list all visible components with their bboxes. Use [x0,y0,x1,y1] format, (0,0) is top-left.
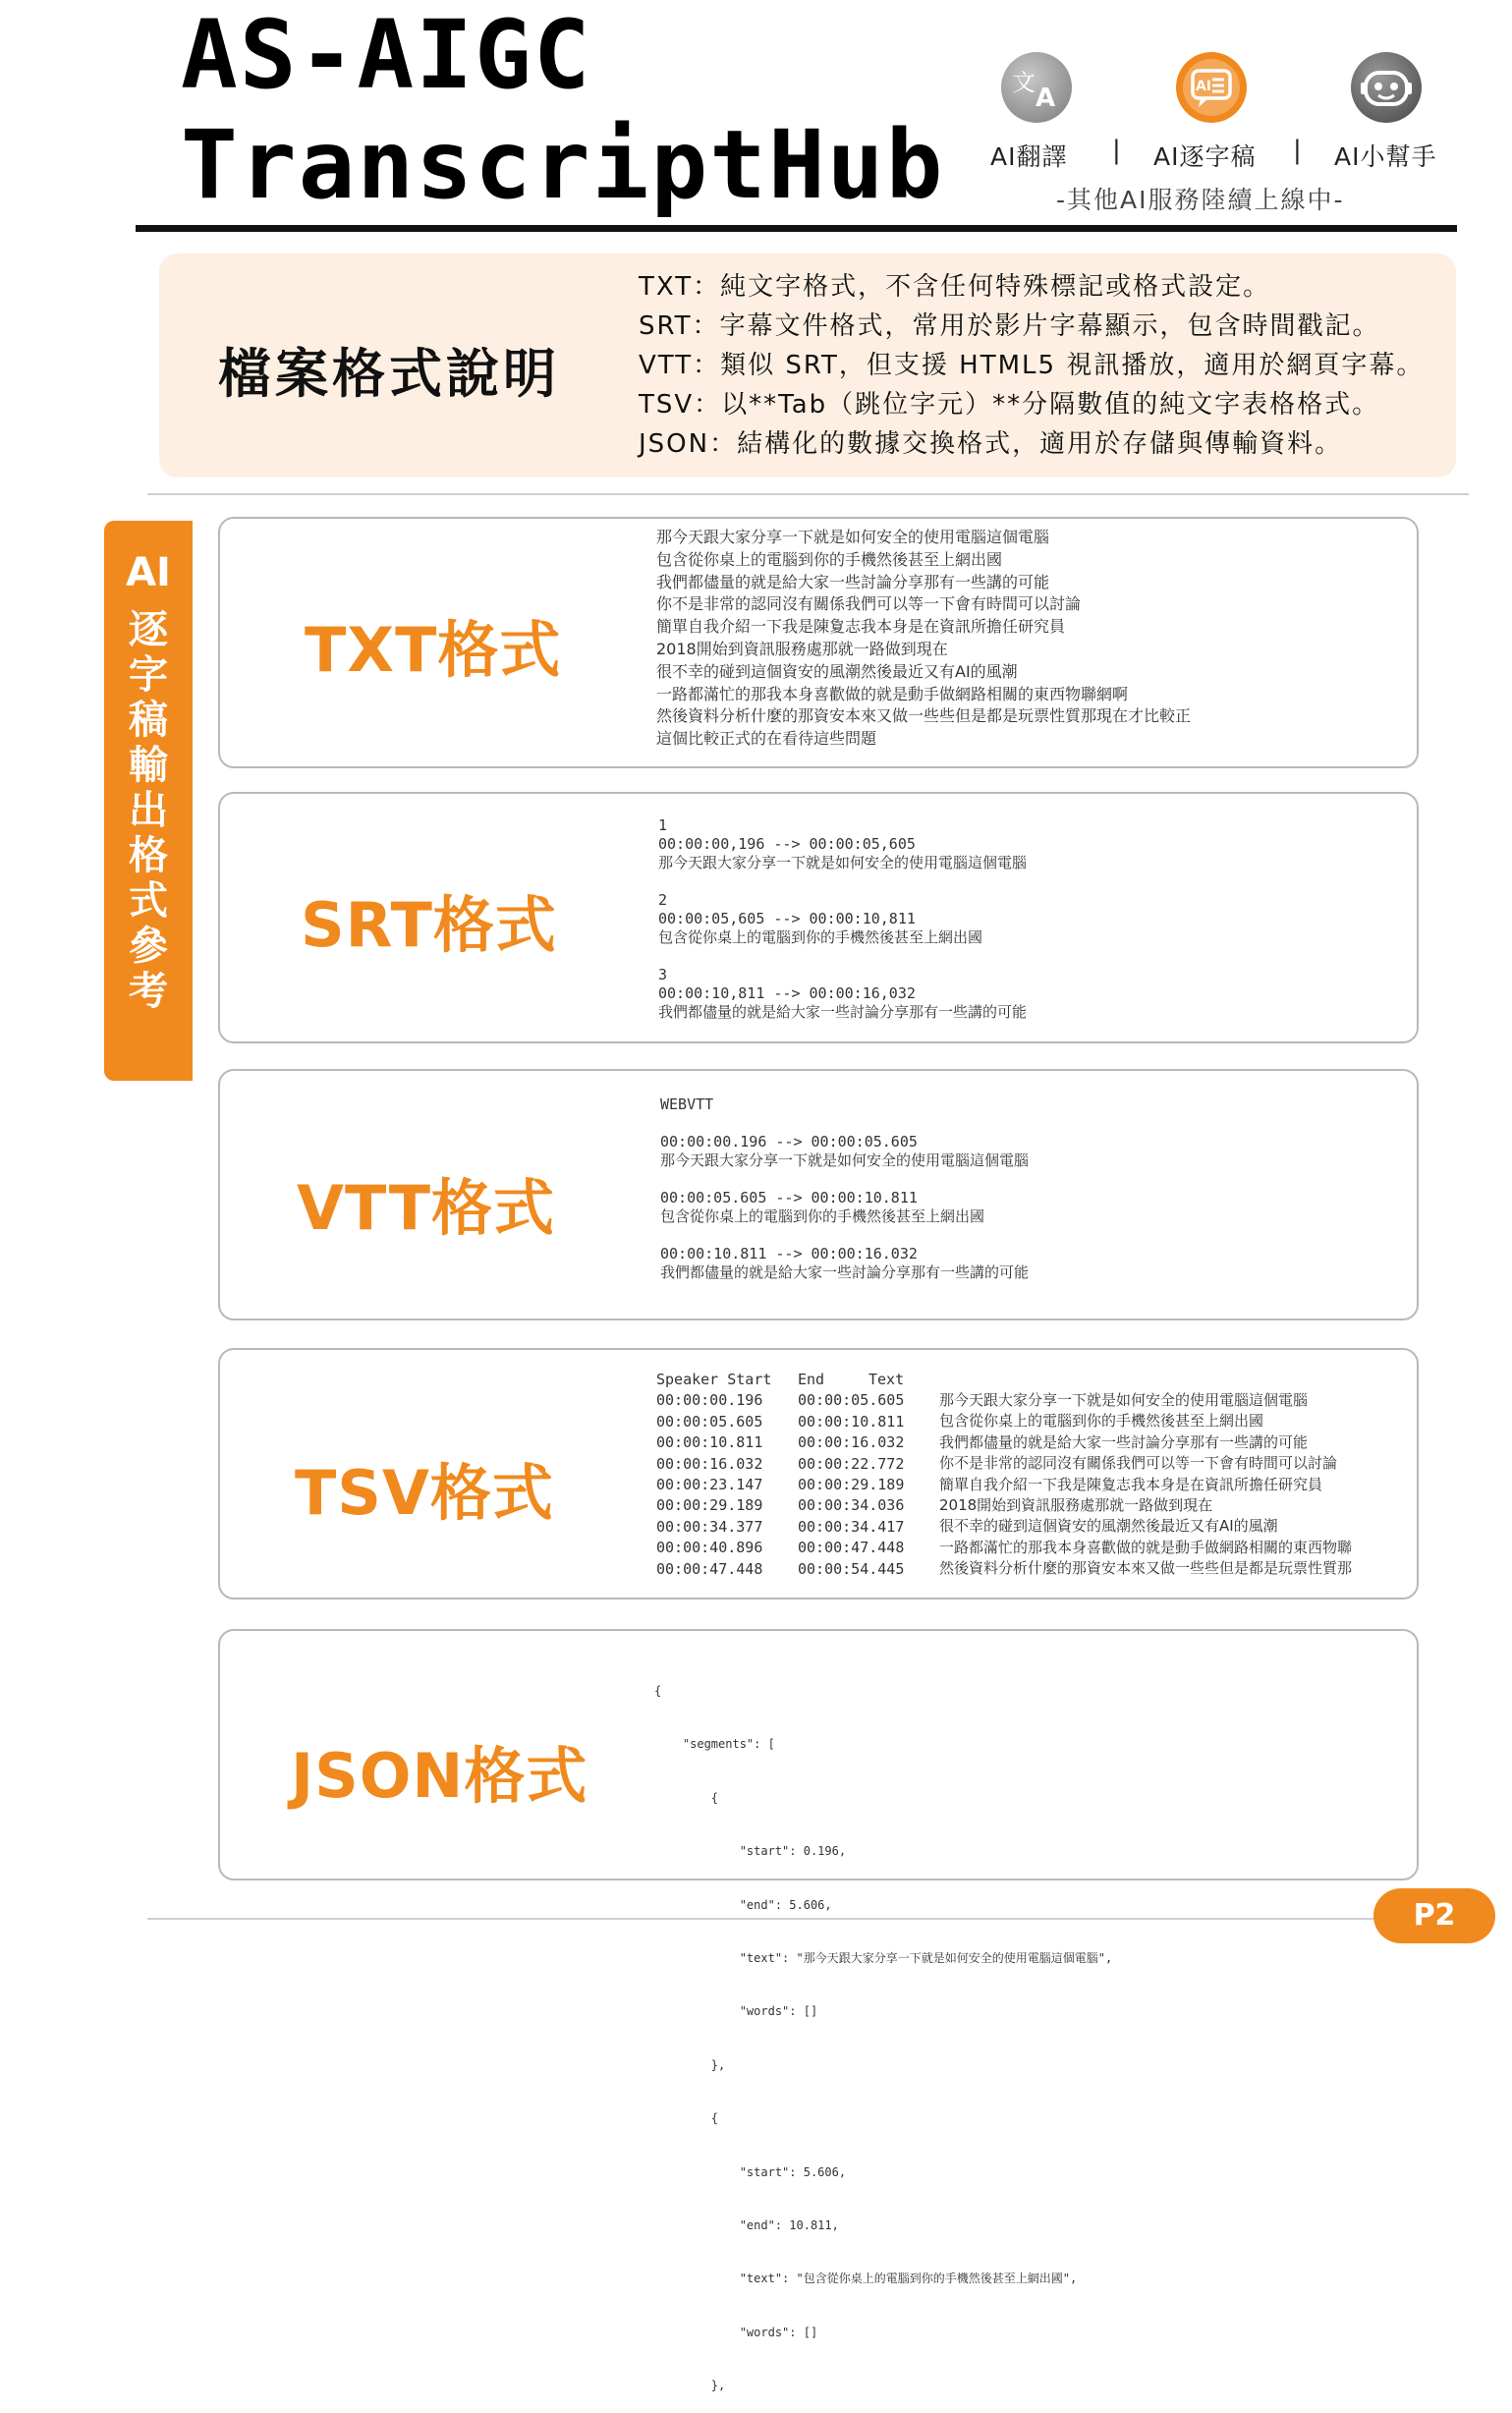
vtt-header: WEBVTT [660,1095,714,1113]
tsv-text-column [939,1390,1352,1580]
tsv-end: 00:00:16.032 [798,1433,905,1452]
sidebar-char: 輸 [129,743,168,788]
txt-line: 這個比較正式的在看待這些問題 [656,729,877,749]
tsv-text: 一路都滿忙的那我本身喜歡做的就是動手做網路相關的東西物聯 [939,1538,1353,1556]
vtt-sample-content [660,1095,1029,1282]
json-line: "words": [] [654,2004,818,2019]
format-line-json: JSON：結構化的數據交換格式，適用於存儲與傳輸資料。 [639,429,1343,459]
srt-text: 我們都儘量的就是給大家一些討論分享那有一些講的可能 [658,1003,1028,1021]
translate-icon [1000,51,1073,124]
txt-line: 你不是非常的認同沒有關係我們可以等一下會有時間可以討論 [656,594,1082,614]
json-line: "start": 5.606, [654,2164,847,2179]
header-divider [136,225,1457,232]
srt-index: 1 [658,816,668,834]
tsv-start: 00:00:40.896 [656,1539,763,1557]
transcript-icon [1175,51,1248,124]
vtt-timecode: 00:00:05.605 --> 00:00:10.811 [660,1189,918,1206]
vtt-text: 我們都儘量的就是給大家一些討論分享那有一些講的可能 [660,1263,1030,1281]
srt-sample-content [658,816,1027,1022]
svg-text:A: A [1035,84,1056,113]
service-label-transcript: AI逐字稿 [1153,142,1257,171]
json-line: "end": 10.811, [654,2218,839,2233]
tsv-start: 00:00:00.196 [656,1391,763,1410]
tsv-format-title: TSV格式 [295,1457,554,1529]
txt-line: 簡單自我介紹一下我是陳夐志我本身是在資訊所擔任研究員 [656,617,1066,637]
format-line-vtt: VTT：類似 SRT，但支援 HTML5 視訊播放，適用於網頁字幕。 [639,351,1425,380]
json-line: { [654,1790,719,1805]
title-line-2: TranscriptHub [181,110,945,220]
txt-sample-content [656,527,1191,751]
txt-line: 然後資料分析什麼的那資安本來又做一些些但是都是玩票性質那現在才比較正 [656,706,1192,726]
vtt-text: 包含從你桌上的電腦到你的手機然後甚至上網出國 [660,1207,985,1225]
json-sample-content [654,1646,1112,2413]
tsv-header-speaker-start: Speaker Start [656,1371,772,1388]
srt-text: 包含從你桌上的電腦到你的手機然後甚至上網出國 [658,928,983,946]
format-line-srt: SRT：字幕文件格式，常用於影片字幕顯示，包含時間戳記。 [639,311,1380,341]
sidebar-char: 稿 [129,698,168,743]
sidebar-char: 考 [129,969,168,1014]
tsv-start: 00:00:16.032 [656,1454,763,1473]
tsv-end: 00:00:54.445 [798,1559,905,1578]
srt-timecode: 00:00:10,811 --> 00:00:16,032 [658,984,916,1002]
tsv-start: 00:00:10.811 [656,1433,763,1452]
tsv-start-column [656,1370,771,1580]
srt-timecode: 00:00:05,605 --> 00:00:10,811 [658,910,916,927]
tsv-end: 00:00:22.772 [798,1454,905,1473]
tsv-header-end: End [798,1371,825,1388]
sidebar-char: 參 [129,924,168,969]
service-label-translate: AI翻譯 [990,142,1068,171]
robot-icon [1350,51,1423,124]
tsv-end: 00:00:29.189 [798,1476,905,1494]
txt-line: 一路都滿忙的那我本身喜歡做的就是動手做網路相關的東西物聯網啊 [656,684,1129,703]
tsv-text: 你不是非常的認同沒有關係我們可以等一下會有時間可以討論 [939,1454,1338,1473]
format-line-tsv: TSV：以**Tab（跳位字元）**分隔數值的純文字表格格式。 [639,390,1380,420]
svg-text:文: 文 [1012,69,1036,96]
footer-divider [147,1918,1385,1920]
json-line: "text": "那今天跟大家分享一下就是如何安全的使用電腦這個電腦", [654,1951,1113,1966]
tsv-end-column [798,1370,904,1580]
tsv-end: 00:00:05.605 [798,1391,905,1410]
txt-line: 很不幸的碰到這個資安的風潮然後最近又有AI的風潮 [656,661,1018,681]
json-line: "segments": [ [654,1737,775,1752]
tsv-end: 00:00:47.448 [798,1539,905,1557]
tsv-start: 00:00:34.377 [656,1517,763,1536]
document-title [181,0,944,220]
json-format-title: JSON格式 [291,1740,588,1812]
json-line: }, [654,2379,726,2393]
tsv-start: 00:00:23.147 [656,1476,763,1494]
sidebar-char: 逐 [129,607,168,652]
json-line: }, [654,2057,726,2072]
json-line: { [654,2111,719,2126]
sidebar-char: AI [126,550,171,595]
tsv-text: 很不幸的碰到這個資安的風潮然後最近又有AI的風潮 [939,1517,1278,1536]
tsv-start: 00:00:05.605 [656,1412,763,1431]
vtt-text: 那今天跟大家分享一下就是如何安全的使用電腦這個電腦 [660,1151,1030,1169]
txt-line: 包含從你桌上的電腦到你的手機然後甚至上網出國 [656,549,1003,569]
sidebar-char: 出 [129,788,168,833]
vtt-format-title: VTT格式 [297,1172,555,1244]
tsv-text: 2018開始到資訊服務處那就一路做到現在 [939,1496,1213,1515]
tsv-text: 然後資料分析什麼的那資安本來又做一些些但是都是玩票性質那 [939,1559,1353,1578]
format-line-txt: TXT：純文字格式，不含任何特殊標記或格式設定。 [639,272,1271,302]
tsv-text: 我們都儘量的就是給大家一些討論分享那有一些講的可能 [939,1432,1309,1451]
sidebar-char: 式 [129,878,168,924]
srt-timecode: 00:00:00,196 --> 00:00:05,605 [658,835,916,853]
title-line-1: AS-AIGC [181,0,592,110]
tsv-text: 簡單自我介紹一下我是陳夐志我本身是在資訊所擔任研究員 [939,1475,1323,1493]
srt-index: 2 [658,891,668,909]
tsv-end: 00:00:34.417 [798,1517,905,1536]
srt-index: 3 [658,966,668,983]
tsv-text: 包含從你桌上的電腦到你的手機然後甚至上網出國 [939,1412,1264,1431]
txt-line: 2018開始到資訊服務處那就一路做到現在 [656,639,948,658]
service-separator: | [1112,136,1121,165]
services-note: -其他AI服務陸續上線中- [1056,186,1345,214]
txt-line: 那今天跟大家分享一下就是如何安全的使用電腦這個電腦 [656,528,1050,546]
sidebar-char: 字 [129,652,168,698]
vtt-timecode: 00:00:10.811 --> 00:00:16.032 [660,1245,918,1263]
json-line: "words": [] [654,2325,818,2339]
tsv-text-header [868,1370,904,1390]
json-line: "end": 5.606, [654,1897,832,1912]
service-label-assistant: AI小幫手 [1334,142,1437,171]
section-divider [147,493,1469,495]
tsv-start: 00:00:47.448 [656,1559,763,1578]
format-explanation-heading: 檔案格式說明 [218,343,560,405]
json-line: { [654,1684,662,1698]
tsv-start: 00:00:29.189 [656,1496,763,1515]
tsv-text: 那今天跟大家分享一下就是如何安全的使用電腦這個電腦 [939,1391,1309,1409]
json-line: "start": 0.196, [654,1844,847,1859]
srt-format-title: SRT格式 [301,889,557,961]
service-separator: | [1293,136,1302,165]
txt-line: 我們都儘量的就是給大家一些討論分享那有一些講的可能 [656,572,1050,591]
vtt-timecode: 00:00:00.196 --> 00:00:05.605 [660,1133,918,1150]
srt-text: 那今天跟大家分享一下就是如何安全的使用電腦這個電腦 [658,854,1028,871]
sidebar-char: 格 [129,833,168,878]
svg-text:AI: AI [1195,79,1212,94]
format-explanation-list [639,267,1424,464]
tsv-end: 00:00:34.036 [798,1496,905,1515]
sidebar-label [104,550,193,1014]
tsv-header-text: Text [868,1371,905,1388]
json-line: "text": "包含從你桌上的電腦到你的手機然後甚至上網出國", [654,2272,1078,2286]
tsv-end: 00:00:10.811 [798,1412,905,1431]
page-number-badge: P2 [1373,1888,1495,1943]
txt-format-title: TXT格式 [305,614,562,686]
